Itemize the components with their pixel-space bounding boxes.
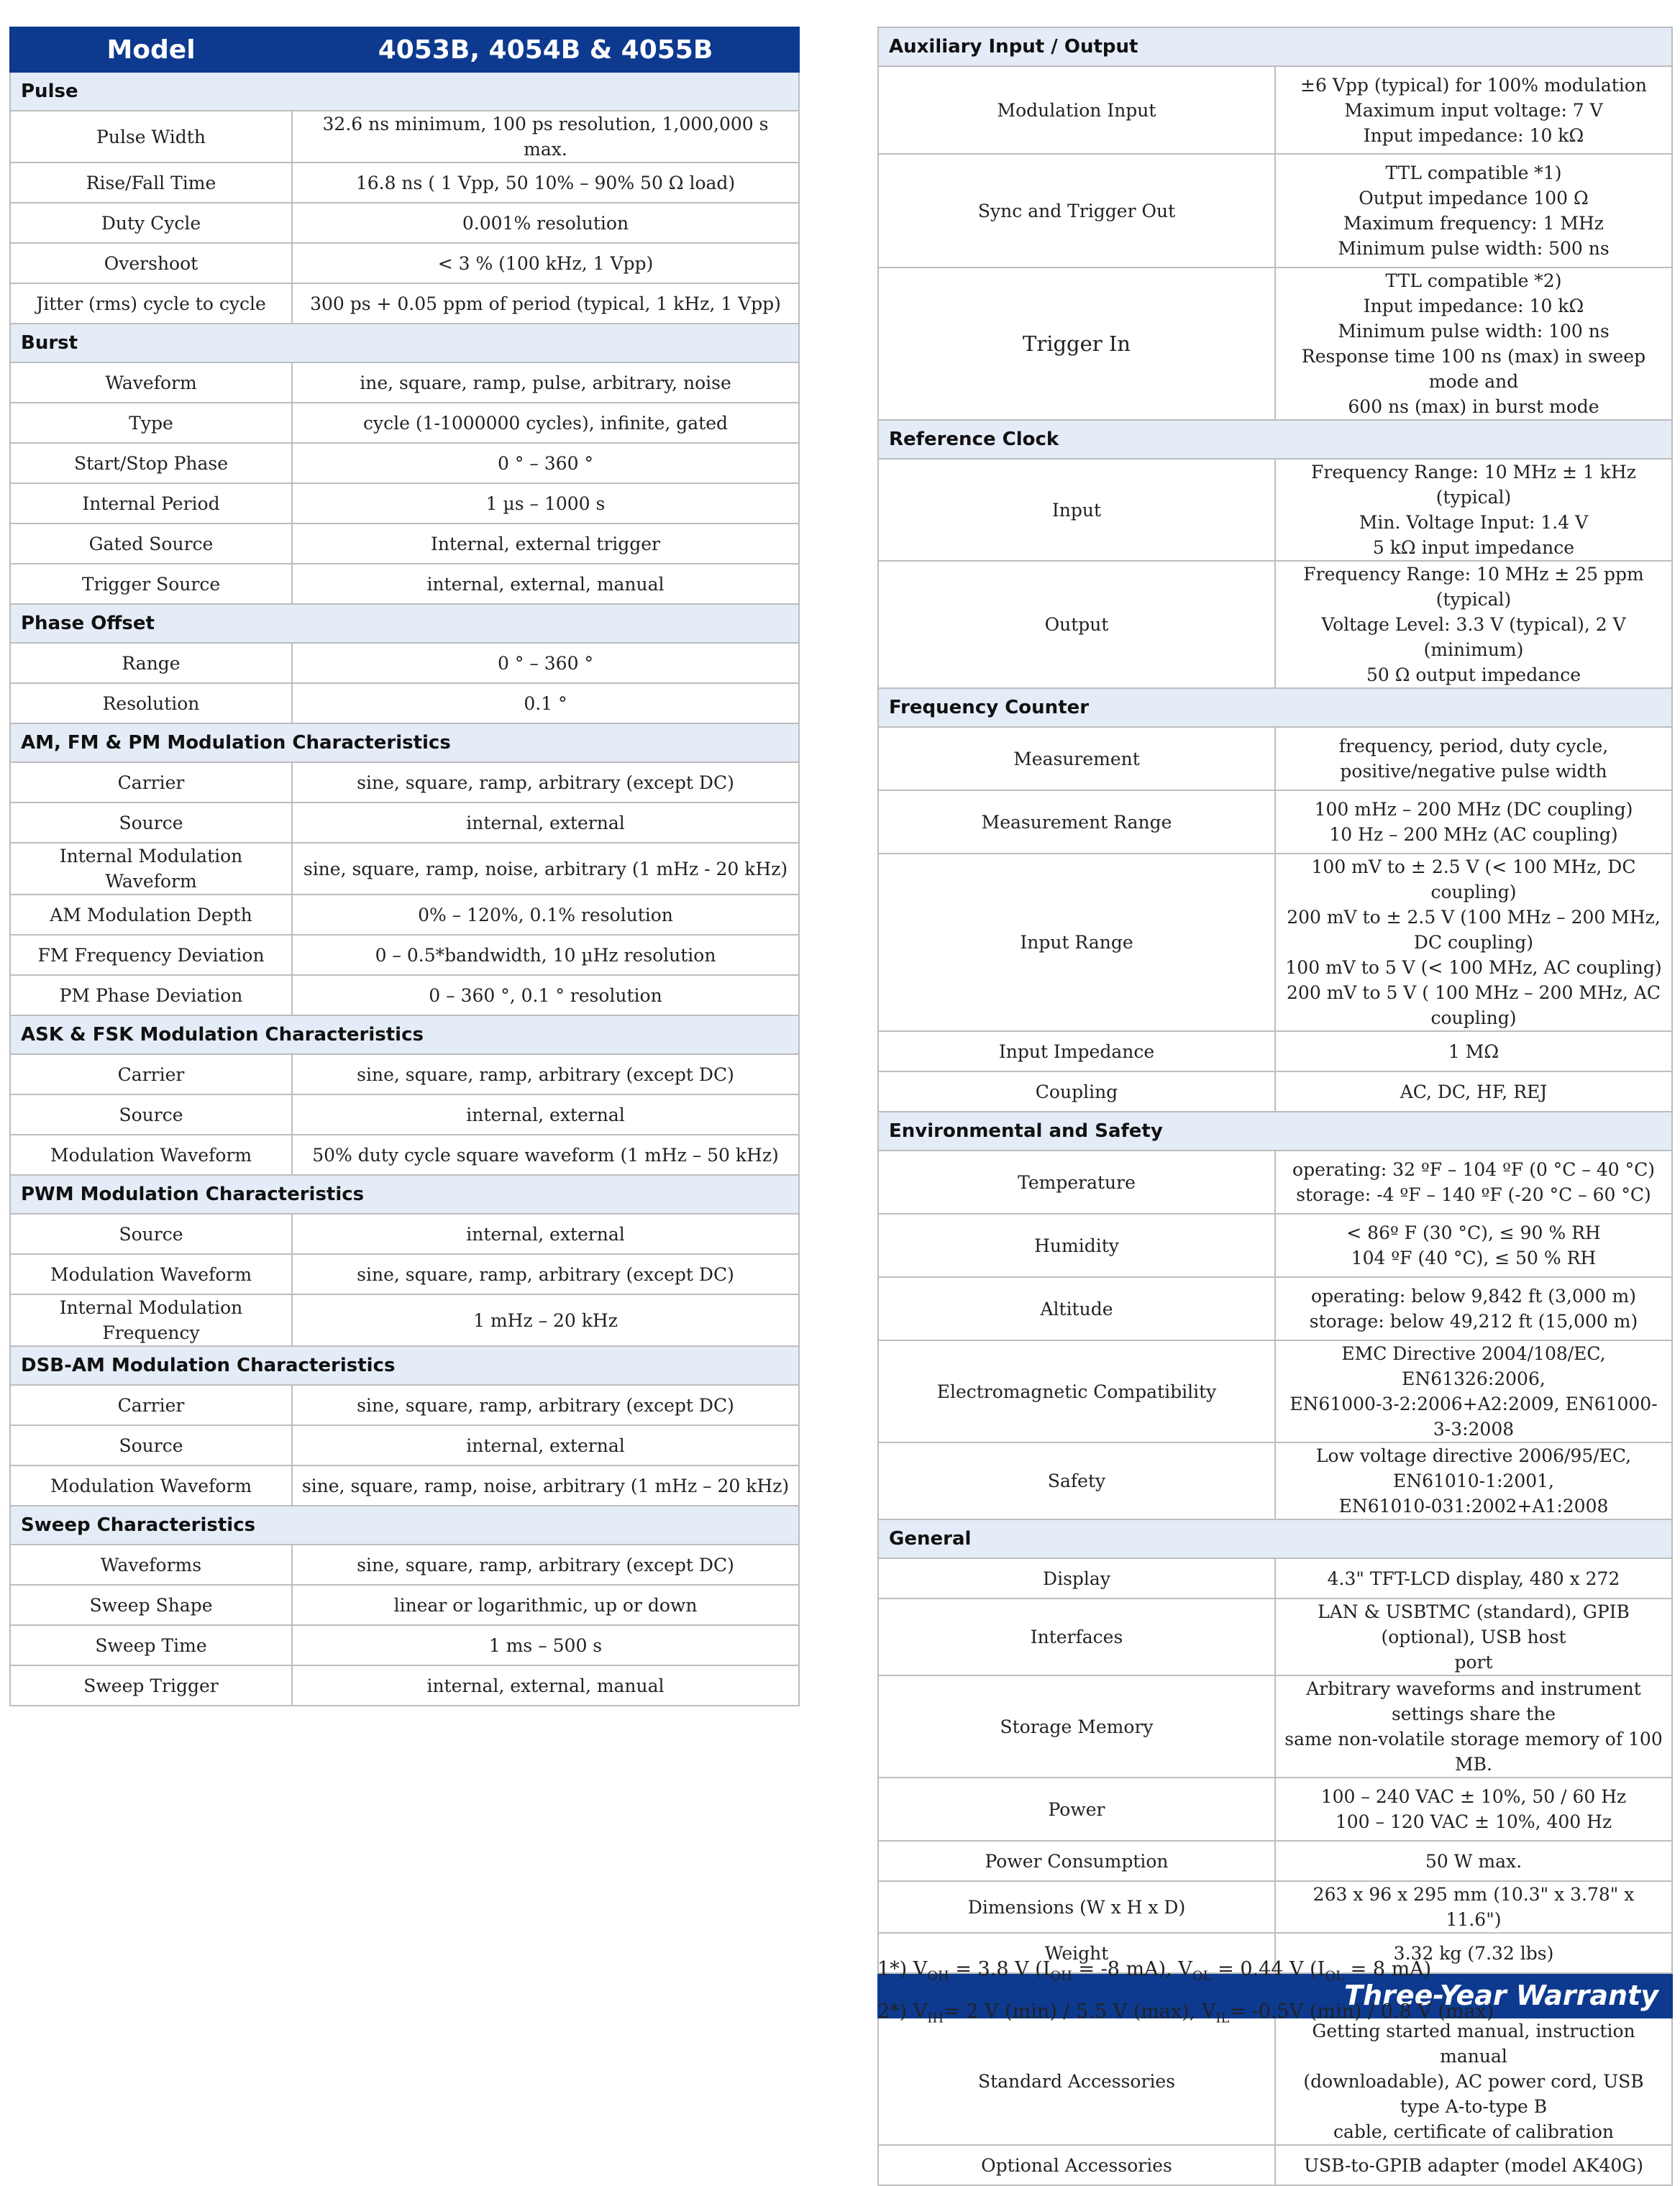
- spec-value: 100 mV to ± 2.5 V (< 100 MHz, DC coupling) 200 mV to ± 2.5 V (100 MHz – 200 MHz, DC coupling) 100 mV to 5 V (< 100 MHz, AC coupling) 200 mV to 5 V ( 100 MHz – 200 MHz, AC coupling): [1275, 854, 1672, 1031]
- spec-value: internal, external: [292, 1214, 799, 1254]
- right-spec-table: [877, 27, 1673, 2186]
- section-dsb-am: DSB-AM Modulation Characteristics: [10, 1346, 799, 1385]
- footnote-subscript: OH: [927, 1968, 949, 1984]
- section-sweep: Sweep Characteristics: [10, 1506, 799, 1545]
- spec-value: 3.32 kg (7.32 lbs): [1275, 1933, 1672, 1973]
- spec-value: operating: below 9,842 ft (3,000 m) storage: below 49,212 ft (15,000 m): [1275, 1277, 1672, 1340]
- spec-label: Measurement Range: [878, 790, 1275, 854]
- spec-label: Safety: [878, 1442, 1275, 1519]
- spec-label: Trigger Source: [10, 564, 292, 604]
- spec-value: 50 W max.: [1275, 1841, 1672, 1881]
- spec-value: 0 ° – 360 °: [292, 443, 799, 483]
- spec-label: Gated Source: [10, 523, 292, 564]
- spec-value: internal, external: [292, 1094, 799, 1135]
- spec-value: EMC Directive 2004/108/EC, EN61326:2006, EN61000-3-2:2006+A2:2009, EN61000-3-3:2008: [1275, 1340, 1672, 1442]
- spec-label: Pulse Width: [10, 111, 292, 163]
- spec-label: Carrier: [10, 1385, 292, 1425]
- spec-value: 0 ° – 360 °: [292, 643, 799, 683]
- section-frequency-counter: Frequency Counter: [878, 688, 1672, 727]
- section-pulse: Pulse: [10, 72, 799, 111]
- spec-value: internal, external: [292, 1425, 799, 1465]
- spec-label: Modulation Waveform: [10, 1135, 292, 1175]
- spec-label: Power: [878, 1778, 1275, 1841]
- spec-value: Frequency Range: 10 MHz ± 25 ppm (typical) Voltage Level: 3.3 V (typical), 2 V (minimum) 50 Ω output impedance: [1275, 561, 1672, 688]
- section-reference-clock: Reference Clock: [878, 420, 1672, 459]
- spec-label: Electromagnetic Compatibility: [878, 1340, 1275, 1442]
- footnote-subscript: IL: [1215, 2011, 1230, 2026]
- spec-label: PM Phase Deviation: [10, 975, 292, 1015]
- spec-label: Start/Stop Phase: [10, 443, 292, 483]
- footnote-subscript: OL: [1325, 1968, 1345, 1984]
- spec-label: Dimensions (W x H x D): [878, 1881, 1275, 1933]
- spec-value: 0 – 360 °, 0.1 ° resolution: [292, 975, 799, 1015]
- footnote-2: [877, 1994, 1668, 2036]
- spec-value: 263 x 96 x 295 mm (10.3" x 3.78" x 11.6"): [1275, 1881, 1672, 1933]
- spec-label: Display: [878, 1558, 1275, 1599]
- spec-value: < 86º F (30 °C), ≤ 90 % RH 104 ºF (40 °C), ≤ 50 % RH: [1275, 1214, 1672, 1277]
- section-am-fm-pm: AM, FM & PM Modulation Characteristics: [10, 723, 799, 762]
- spec-value: Internal, external trigger: [292, 523, 799, 564]
- footnote-subscript: OL: [1192, 1968, 1212, 1984]
- spec-value: ine, square, ramp, pulse, arbitrary, noise: [292, 362, 799, 403]
- spec-value: 1 µs – 1000 s: [292, 483, 799, 523]
- spec-label: Source: [10, 1094, 292, 1135]
- spec-value: 1 ms – 500 s: [292, 1625, 799, 1665]
- spec-label: Power Consumption: [878, 1841, 1275, 1881]
- spec-value: 16.8 ns ( 1 Vpp, 50 10% – 90% 50 Ω load): [292, 163, 799, 203]
- spec-value: 4.3" TFT-LCD display, 480 x 272: [1275, 1558, 1672, 1599]
- spec-label: Sweep Time: [10, 1625, 292, 1665]
- spec-label: Sweep Trigger: [10, 1665, 292, 1706]
- spec-label: Jitter (rms) cycle to cycle: [10, 283, 292, 324]
- spec-value: 50% duty cycle square waveform (1 mHz – 50 kHz): [292, 1135, 799, 1175]
- spec-label: Overshoot: [10, 243, 292, 283]
- spec-value: ±6 Vpp (typical) for 100% modulation Maximum input voltage: 7 V Input impedance: 10 kΩ: [1275, 66, 1672, 154]
- spec-value: sine, square, ramp, arbitrary (except DC): [292, 1385, 799, 1425]
- spec-value: sine, square, ramp, noise, arbitrary (1 mHz - 20 kHz): [292, 843, 799, 895]
- spec-label: Altitude: [878, 1277, 1275, 1340]
- footnote-subscript: IH: [927, 2011, 944, 2026]
- spec-label: Interfaces: [878, 1599, 1275, 1675]
- spec-label: Sync and Trigger Out: [878, 154, 1275, 267]
- spec-label: Storage Memory: [878, 1675, 1275, 1778]
- spec-value: 300 ps + 0.05 ppm of period (typical, 1 kHz, 1 Vpp): [292, 283, 799, 324]
- spec-value: Low voltage directive 2006/95/EC, EN61010-1:2001, EN61010-031:2002+A1:2008: [1275, 1442, 1672, 1519]
- spec-value: Arbitrary waveforms and instrument settings share the same non-volatile storage memory of 100 MB.: [1275, 1675, 1672, 1778]
- spec-label: Waveforms: [10, 1545, 292, 1585]
- spec-label: Internal Period: [10, 483, 292, 523]
- spec-label: Measurement: [878, 727, 1275, 790]
- model-value: 4053B, 4054B & 4055B: [292, 27, 799, 72]
- spec-label: Input: [878, 459, 1275, 561]
- spec-value: 0.001% resolution: [292, 203, 799, 243]
- spec-value: 1 MΩ: [1275, 1031, 1672, 1071]
- spec-label: Internal Modulation Frequency: [10, 1294, 292, 1346]
- section-ask-fsk: ASK & FSK Modulation Characteristics: [10, 1015, 799, 1054]
- spec-label: Weight: [878, 1933, 1275, 1973]
- spec-value: internal, external, manual: [292, 564, 799, 604]
- spec-value: sine, square, ramp, arbitrary (except DC): [292, 762, 799, 802]
- spec-label: Carrier: [10, 762, 292, 802]
- footnote-text: 2*) V: [877, 2000, 928, 2023]
- spec-label: Modulation Input: [878, 66, 1275, 154]
- spec-value: sine, square, ramp, noise, arbitrary (1 mHz – 20 kHz): [292, 1465, 799, 1506]
- spec-value: internal, external: [292, 802, 799, 843]
- spec-value: operating: 32 ºF – 104 ºF (0 °C – 40 °C) storage: -4 ºF – 140 ºF (-20 °C – 60 °C): [1275, 1151, 1672, 1214]
- spec-label: Rise/Fall Time: [10, 163, 292, 203]
- spec-label: Carrier: [10, 1054, 292, 1094]
- spec-value: TTL compatible *1) Output impedance 100 Ω Maximum frequency: 1 MHz Minimum pulse width: 500 ns: [1275, 154, 1672, 267]
- footnote-1: [877, 1952, 1668, 1994]
- spec-label: Resolution: [10, 683, 292, 723]
- spec-value: 0 – 0.5*bandwidth, 10 µHz resolution: [292, 935, 799, 975]
- spec-label: Optional Accessories: [878, 2145, 1275, 2185]
- spec-value: LAN & USBTMC (standard), GPIB (optional), USB host port: [1275, 1599, 1672, 1675]
- spec-label: Duty Cycle: [10, 203, 292, 243]
- spec-value: < 3 % (100 kHz, 1 Vpp): [292, 243, 799, 283]
- spec-label: Temperature: [878, 1151, 1275, 1214]
- warranty-banner: Three-Year Warranty: [878, 1973, 1672, 2018]
- spec-value: sine, square, ramp, arbitrary (except DC): [292, 1254, 799, 1294]
- section-environmental-safety: Environmental and Safety: [878, 1112, 1672, 1151]
- spec-value: Frequency Range: 10 MHz ± 1 kHz (typical) Min. Voltage Input: 1.4 V 5 kΩ input impedance: [1275, 459, 1672, 561]
- spec-value: TTL compatible *2) Input impedance: 10 kΩ Minimum pulse width: 100 ns Response time 100 ns (max) in sweep mode and 600 ns (max) in burst mode: [1275, 267, 1672, 420]
- footnote-text: = 2 V (min) / 5.5 V (max), V: [944, 2000, 1216, 2023]
- spec-value: cycle (1-1000000 cycles), infinite, gated: [292, 403, 799, 443]
- spec-value: USB-to-GPIB adapter (model AK40G): [1275, 2145, 1672, 2185]
- spec-value: linear or logarithmic, up or down: [292, 1585, 799, 1625]
- section-general: General: [878, 1519, 1672, 1558]
- spec-label: Source: [10, 1425, 292, 1465]
- spec-label: Standard Accessories: [878, 2018, 1275, 2145]
- spec-value: AC, DC, HF, REJ: [1275, 1071, 1672, 1112]
- spec-value: sine, square, ramp, arbitrary (except DC): [292, 1054, 799, 1094]
- spec-label: Trigger In: [878, 267, 1275, 420]
- spec-value: 100 – 240 VAC ± 10%, 50 / 60 Hz 100 – 120 VAC ± 10%, 400 Hz: [1275, 1778, 1672, 1841]
- section-burst: Burst: [10, 324, 799, 362]
- footnote-subscript: OH: [1050, 1968, 1072, 1984]
- spec-value: 32.6 ns minimum, 100 ps resolution, 1,000,000 s max.: [292, 111, 799, 163]
- model-label: Model: [10, 27, 292, 72]
- spec-label: Input Impedance: [878, 1031, 1275, 1071]
- section-pwm: PWM Modulation Characteristics: [10, 1175, 799, 1214]
- spec-label: Range: [10, 643, 292, 683]
- section-phase-offset: Phase Offset: [10, 604, 799, 643]
- spec-label: Internal Modulation Waveform: [10, 843, 292, 895]
- spec-label: Source: [10, 802, 292, 843]
- spec-value: frequency, period, duty cycle, positive/negative pulse width: [1275, 727, 1672, 790]
- spec-label: Sweep Shape: [10, 1585, 292, 1625]
- spec-value: Getting started manual, instruction manual (downloadable), AC power cord, USB type A-to-type B cable, certificate of calibration: [1275, 2018, 1672, 2145]
- footnote-text: = -8 mA), V: [1072, 1958, 1192, 1980]
- section-auxiliary-io: Auxiliary Input / Output: [878, 27, 1672, 66]
- spec-value: sine, square, ramp, arbitrary (except DC): [292, 1545, 799, 1585]
- spec-label: Waveform: [10, 362, 292, 403]
- spec-value: 1 mHz – 20 kHz: [292, 1294, 799, 1346]
- footnote-text: = -0.5V (min) / 0.8 V (max): [1229, 2000, 1494, 2023]
- spec-value: internal, external, manual: [292, 1665, 799, 1706]
- spec-label: Input Range: [878, 854, 1275, 1031]
- spec-label: Coupling: [878, 1071, 1275, 1112]
- spec-label: Humidity: [878, 1214, 1275, 1277]
- left-spec-table: [9, 27, 800, 1706]
- spec-value: 0.1 °: [292, 683, 799, 723]
- spec-label: Modulation Waveform: [10, 1465, 292, 1506]
- footnote-text: = 3.8 V (I: [949, 1958, 1051, 1980]
- spec-value: 100 mHz – 200 MHz (DC coupling) 10 Hz – 200 MHz (AC coupling): [1275, 790, 1672, 854]
- spec-label: Type: [10, 403, 292, 443]
- spec-label: FM Frequency Deviation: [10, 935, 292, 975]
- spec-value: 0% – 120%, 0.1% resolution: [292, 895, 799, 935]
- spec-label: Output: [878, 561, 1275, 688]
- footnotes: [877, 1952, 1668, 2037]
- spec-label: AM Modulation Depth: [10, 895, 292, 935]
- footnote-text: 1*) V: [877, 1958, 928, 1980]
- footnote-text: = 8 mA): [1344, 1958, 1432, 1980]
- spec-label: Modulation Waveform: [10, 1254, 292, 1294]
- spec-label: Source: [10, 1214, 292, 1254]
- footnote-text: = 0.44 V (I: [1211, 1958, 1325, 1980]
